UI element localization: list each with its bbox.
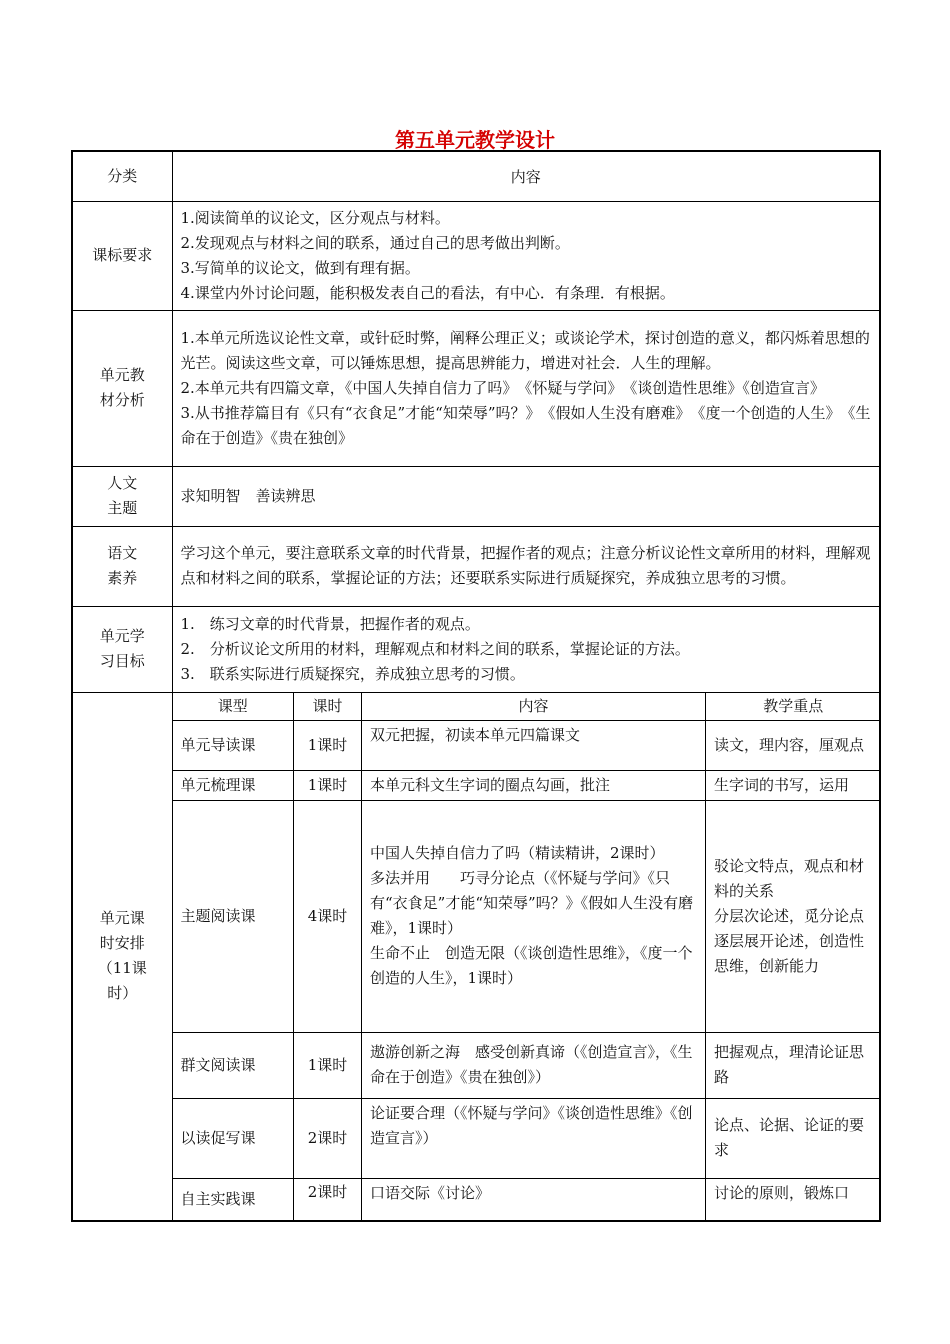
row-category [72,606,172,692]
category-text: 单元课 [99,909,145,928]
lesson-row [173,800,881,1032]
content-line: 2.本单元共有四篇文章，《中国人失掉自信力了吗》 《怀疑与学问》 《谈创造性思维》《创造宣言》 [180,378,825,397]
lesson-type: 主题阅读课 [173,800,294,1032]
lesson-type: 以读促写课 [173,1098,294,1178]
content-line: 1. 练习文章的时代背景，把握作者的观点。 [180,614,480,633]
lesson-content-text: 多法并用 巧寻分论点（《怀疑与学问》《只有“衣食足”才能“知荣辱”吗？》《假如人生没有磨难》，1课时） [370,869,694,937]
schedule-row [72,692,880,1221]
page-title: 第五单元教学设计 [395,128,555,152]
lesson-focus-text: 分层次论述，觅分论点 [714,906,865,925]
category-text: 时） [107,984,138,1003]
lesson-focus-text: 逐层展开论述，创造性思维，创新能力 [714,931,865,975]
header-category: 分类 [72,151,172,201]
lesson-hours: 4课时 [294,800,362,1032]
lesson-row [173,720,881,770]
schedule-header-row [173,693,881,721]
row-category [72,310,172,466]
lesson-content-text: 中国人失掉自信力了吗（精读精讲，2课时） [370,844,665,862]
lesson-hours: 1课时 [294,770,362,800]
lesson-content [362,1098,706,1178]
col-header-focus: 教学重点 [706,693,881,721]
row-content [172,606,880,692]
lesson-hours: 1课时 [294,1032,362,1098]
content-line: 3.从书推荐篇目有《只有“衣食足”才能“知荣辱”吗？》 《假如人生没有磨难》 《度一个创造的人生》 《生命在于创造》《贵在独创》 [180,403,871,447]
lesson-hours: 1课时 [294,720,362,770]
row-category [72,692,172,1221]
lesson-content [362,1032,706,1098]
category-text: 课标要求 [92,246,153,264]
lesson-content-text: 本单元科文生字词的圈点勾画，批注 [370,775,611,794]
lesson-type: 单元导读课 [173,720,294,770]
lesson-content [362,770,706,800]
header-content: 内容 [172,151,880,201]
lesson-focus-text: 讨论的原则，锻炼口 [714,1183,850,1202]
row-content [172,466,880,526]
col-header-hours: 课时 [294,693,362,721]
category-text: 语文 [107,544,138,562]
category-text: （11课 [97,959,147,978]
lesson-content-text: 口语交际《讨论》 [370,1183,491,1202]
content-line: 3.写简单的议论文，做到有理有据。 [180,258,420,277]
content-line: 学习这个单元，要注意联系文章的时代背景，把握作者的观点；注意分析议论性文章所用的材料，理解观点和材料之间的联系，掌握论证的方法；还要联系实际进行质疑探究，养成独立思考的习惯。 [180,544,871,587]
category-text: 习目标 [99,652,145,670]
lesson-content-text: 生命不止 创造无限（《谈创造性思维》，《度一个创造的人生》，1课时） [370,944,693,987]
lesson-type: 自主实践课 [173,1178,294,1220]
lesson-hours: 2课时 [294,1098,362,1178]
lesson-focus-text: 论点、论据、论证的要求 [714,1116,865,1159]
table-row [72,310,880,466]
lesson-content-text: 论证要合理（《怀疑与学问》《谈创造性思维》《创造宣言》） [370,1103,693,1147]
content-line: 1.阅读简单的议论文，区分观点与材料。 [180,208,450,227]
row-category [72,466,172,526]
lesson-row [173,1178,881,1220]
category-text: 素养 [107,569,138,587]
lesson-focus-text: 驳论文特点，观点和材料的关系 [714,856,865,900]
content-line: 2.发现观点与材料之间的联系，通过自己的思考做出判断。 [180,233,570,252]
col-header-type: 课型 [173,693,294,721]
content-line: 1.本单元所选议论性文章，或针砭时弊，阐释公理正义；或谈论学术，探讨创造的意义，都闪烁着思想的光芒。阅读这些文章，可以锤炼思想，提高思辨能力，增进对社会．人生的理解。 [180,328,870,372]
lesson-content [362,800,706,1032]
table-header-row [72,151,880,201]
category-text: 单元教 [99,366,145,384]
lesson-row [173,1098,881,1178]
lesson-content-text: 遨游创新之海 感受创新真谛（《创造宣言》，《生命在于创造》《贵在独创》） [370,1043,693,1086]
lesson-focus-text: 把握观点，理清论证思路 [714,1043,865,1086]
row-content [172,310,880,466]
table-row [72,606,880,692]
lesson-plan-table [71,150,881,1222]
content-line: 4.课堂内外讨论问题，能积极发表自己的看法，有中心．有条理．有根据。 [180,283,675,302]
lesson-row [173,1032,881,1098]
lesson-focus [706,1032,881,1098]
lesson-focus-text: 读文，理内容，厘观点 [714,735,865,754]
category-text: 主题 [107,499,138,517]
category-text: 单元学 [99,627,145,645]
content-line: 2. 分析议论文所用的材料，理解观点和材料之间的联系，掌握论证的方法。 [180,639,690,658]
table-row [72,201,880,310]
category-text: 时安排 [99,934,145,953]
row-content [172,526,880,606]
lesson-row [173,770,881,800]
lesson-type: 群文阅读课 [173,1032,294,1098]
lesson-focus [706,1178,881,1220]
table-row [72,526,880,606]
lesson-content [362,1178,706,1220]
category-text: 材分析 [99,391,145,409]
lesson-hours: 2课时 [294,1178,362,1220]
schedule-table [173,693,881,1221]
table-row [72,466,880,526]
lesson-content-text: 双元把握，初读本单元四篇课文 [370,725,581,744]
lesson-focus-text: 生字词的书写，运用 [714,775,850,794]
lesson-focus [706,800,881,1032]
content-line: 求知明智 善读辨思 [180,486,316,505]
col-header-content: 内容 [362,693,706,721]
category-text: 人文 [107,474,138,492]
lesson-content [362,720,706,770]
row-category [72,526,172,606]
row-content [172,201,880,310]
lesson-focus [706,770,881,800]
lesson-focus [706,720,881,770]
lesson-focus [706,1098,881,1178]
schedule-cell [172,692,880,1221]
content-line: 3. 联系实际进行质疑探究，养成独立思考的习惯。 [180,664,525,683]
row-category [72,201,172,310]
lesson-type: 单元梳理课 [173,770,294,800]
